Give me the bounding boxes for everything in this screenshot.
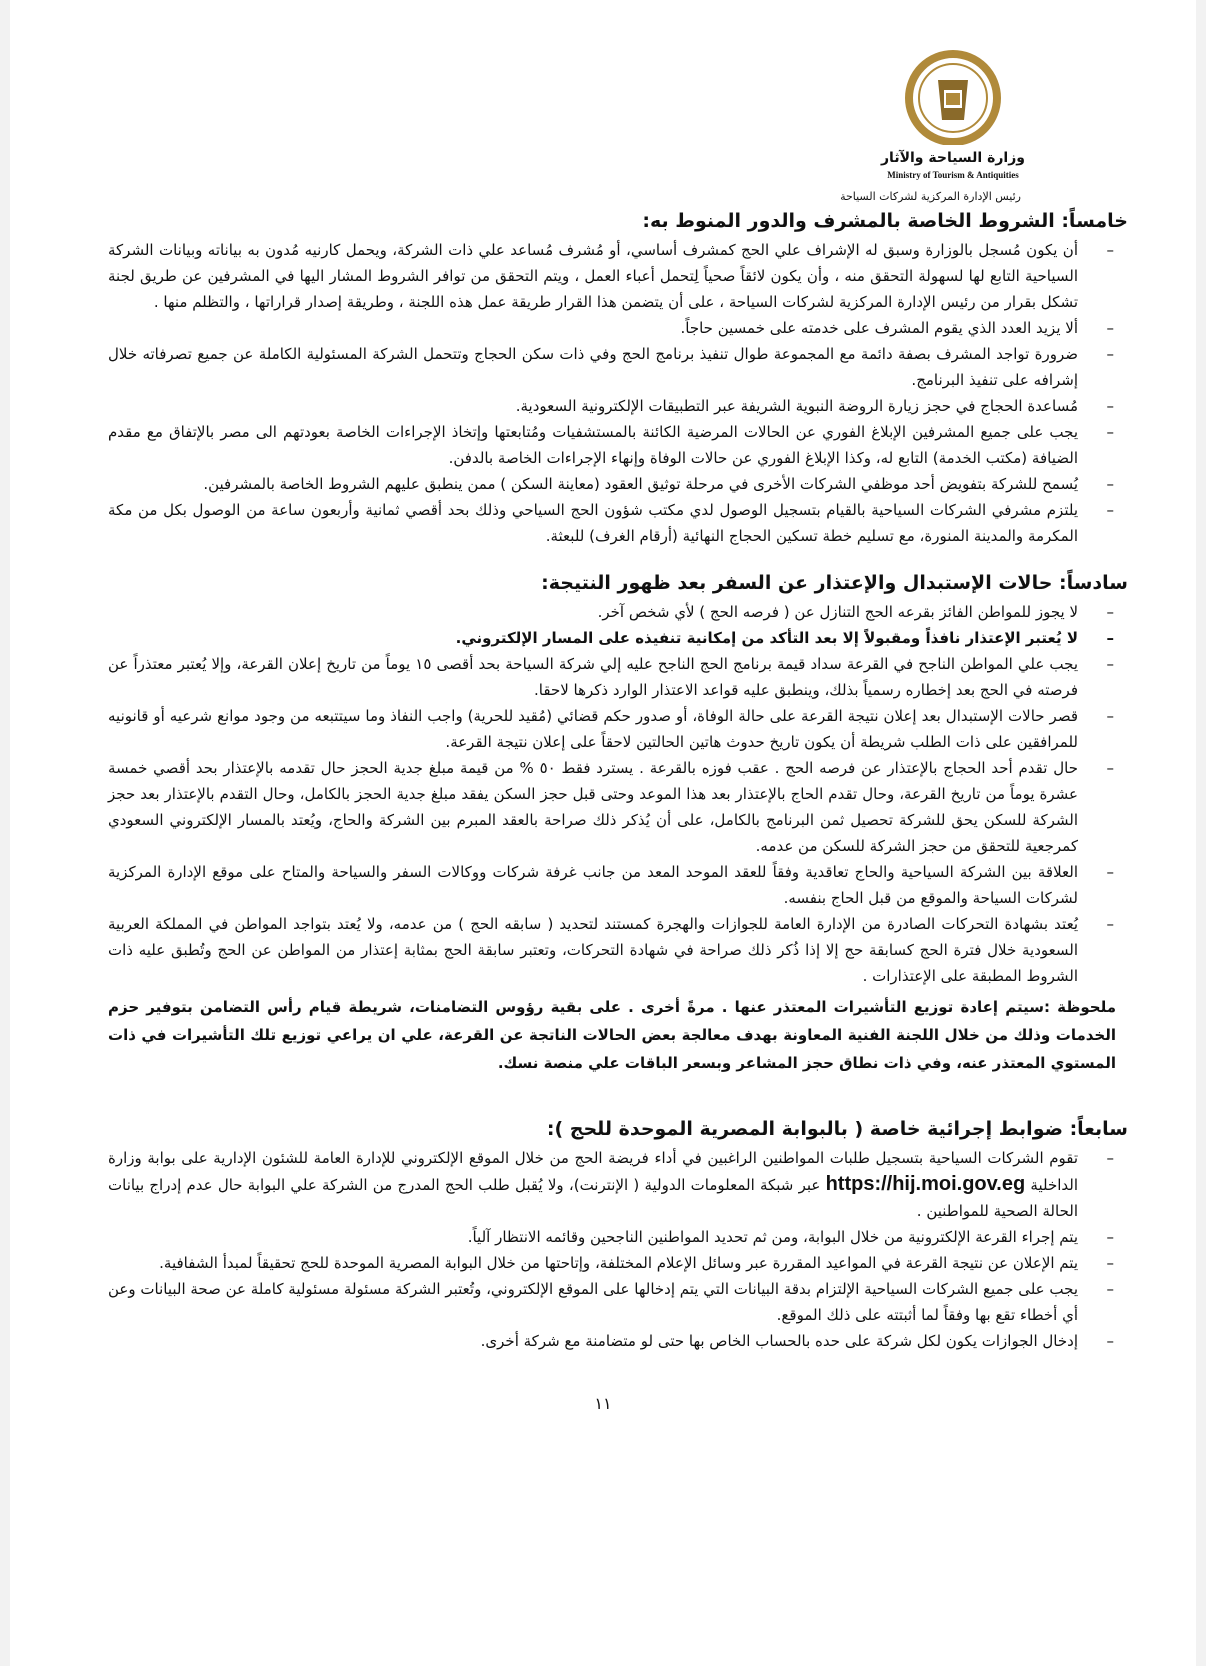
- list-item: – يُسمح للشركة بتفويض أحد موظفي الشركات الأخرى في مرحلة توثيق العقود (معاينة السكن ) ممن ينطبق عليهم الشروط الخاصة بالمشرفين.: [108, 471, 1116, 497]
- dash-icon: –: [1106, 1149, 1114, 1167]
- page-number: ١١: [594, 1394, 612, 1413]
- list-item: – لا يجوز للمواطن الفائز بقرعه الحج التنازل عن ( فرصه الحج ) لأي شخص آخر.: [108, 599, 1116, 625]
- section-5-list: [108, 237, 1116, 549]
- dash-icon: –: [1106, 1254, 1114, 1272]
- logo-arabic-text: وزارة السياحة والآثار: [881, 150, 1025, 166]
- dash-icon: –: [1106, 1332, 1114, 1350]
- note-paragraph: ملحوظة :سيتم إعادة توزيع التأشيرات المعتذر عنها . مرةً أخرى . على بقية رؤوس التضامنات، شريطة قيام رأس التضامن بتوفير حزم الخدمات وذلك من خلال اللجنة الفنية المعاونة بهدف معالجة بعض الحالات الناتجة عن القرعة، علي ان يراعي توزيع تلك التأشيرات في ذات المستوي المعتذر عنه، وفي ذات نطاق حجز المشاعر وبسعر الباقات علي منصة نسك.: [108, 998, 1116, 1072]
- list-item: – يتم الإعلان عن نتيجة القرعة في المواعيد المقررة عبر وسائل الإعلام المختلفة، وإتاحتها من خلال البوابة المصرية الموحدة للحج تحقيقاً لمبدأ الشفافية.: [108, 1250, 1116, 1276]
- list-item: – ألا يزيد العدد الذي يقوم المشرف على خدمته على خمسين حاجاً.: [108, 315, 1116, 341]
- dash-icon: –: [1106, 759, 1114, 777]
- list-item: – يجب على جميع الشركات السياحية الإلتزام بدقة البيانات التي يتم إدخالها على الموقع الإلكتروني، وتُعتبر الشركة مسئولة مسئولية كاملة عن صحة البيانات وعن أي أخطاء تقع بها وفقاً لما أثبتته على ذلك الموقع.: [108, 1276, 1116, 1328]
- list-item: – لا يُعتبر الإعتذار نافذاً ومقبولاً إلا بعد التأكد من إمكانية تنفيذه على المسار الإلكتروني.: [108, 625, 1116, 651]
- dash-icon: –: [1106, 1228, 1114, 1246]
- section-6: [108, 567, 1128, 1077]
- section-6-list: [108, 599, 1116, 989]
- list-item: – يجب علي المواطن الناجح في القرعة سداد قيمة برنامج الحج الناجح عليه إلي شركة السياحة بحد أقصى ١٥ يوماً من تاريخ إعلان القرعة، وإلا يُعتبر معتذراً عن فرصته في الحج بعد إخطاره رسمياً بذلك، وينطبق عليه قواعد الاعتذار الوارد ذكرها لاحقا.: [108, 651, 1116, 703]
- dash-icon: –: [1106, 397, 1114, 415]
- list-item: – حال تقدم أحد الحجاج بالإعتذار عن فرصه الحج . عقب فوزه بالقرعة . يسترد فقط ٥٠ % من قيمة مبلغ جدية الحجز حال تقدمه بالإعتذار بحد أقصي خمسة عشرة يوماً من تاريخ القرعة، وحال تقدم الحاج بالإعتذار بعد هذا الموعد وحتى قبل حجز السكن يفقد مبلغ جدية الحجز بالكامل، وحال التقدم بالإعتذار بعد حجز الشركة للسكن يحق للشركة تحصيل ثمن البرنامج بالكامل، على أن يُذكر ذلك صراحة بالعقد المبرم بين الشركة والحاج، ويُعتد بالمسار الإلكتروني السعودي كمرجعية للتحقق من حجز الشركة للسكن من عدمه.: [108, 755, 1116, 859]
- dash-icon: –: [1106, 707, 1114, 725]
- portal-link[interactable]: https://hij.moi.gov.eg: [825, 1173, 1026, 1195]
- section-7-list: [108, 1145, 1116, 1354]
- dash-icon: –: [1106, 655, 1114, 673]
- dash-icon: –: [1106, 501, 1114, 519]
- section-7: [108, 1113, 1128, 1354]
- dash-icon: –: [1106, 603, 1114, 621]
- list-item: – تقوم الشركات السياحية بتسجيل طلبات المواطنين الراغبين في أداء فريضة الحج من خلال الموقع الإلكتروني للإدارة العامة للشئون الإدارية على بوابة وزارة الداخلية https://hij.moi.gov.eg عبر شبكة المعلومات الدولية ( الإنترنت)، ولا يُقبل طلب الحج المدرج من الشركة علي البوابة حال عدم إدراج بيانات الحالة الصحية للمواطنين .: [108, 1145, 1116, 1224]
- list-item: – يجب على جميع المشرفين الإبلاغ الفوري عن الحالات المرضية الكائنة بالمستشفيات ومُتابعتها وإتخاذ الإجراءات الخاصة بعودتهم الى مصر بالإتفاق مع مقدم الضيافة (مكتب الخدمة) التابع له، وكذا الإبلاغ الفوري عن حالات الوفاة وإنهاء الإجراءات الخاصة بالدفن.: [108, 419, 1116, 471]
- dash-icon: –: [1106, 423, 1114, 441]
- dash-icon: –: [1106, 629, 1114, 647]
- list-item: – أن يكون مُسجل بالوزارة وسبق له الإشراف علي الحج كمشرف أساسي، أو مُشرف مُساعد علي ذات الشركة، ويحمل كارنيه مُدون به بياناته وبيانات الشركة السياحية التابع لها لسهولة التحقق منه ، وأن يكون لائقاً صحياً لِتحمل أعباء العمل ، ويتم التحقق من توافر الشروط المشار اليها في المشرفين عن طريق لجنة تشكل بقرار من رئيس الإدارة المركزية لشركات السياحة ، على أن يتضمن هذا القرار طريقة عمل هذه اللجنة ، وطريقة إصدار قراراتها ، والتظلم منها .: [108, 237, 1116, 315]
- list-item: – يُعتد بشهادة التحركات الصادرة من الإدارة العامة للجوازات والهجرة كمستند لتحديد ( سابقه الحج ) من عدمه، ولا يُعتد بتواجد المواطن في المملكة العربية السعودية خلال فترة الحج كسابقة حج إلا إذا ذُكر ذلك صراحة في شهادة التحركات، وتعتبر سابقة الحج بمثابة إعتذار من المواطن عن الحج وتُطبق عليه ذات الشروط المطبقة على الإعتذارات .: [108, 911, 1116, 989]
- list-item: – إدخال الجوازات يكون لكل شركة على حده بالحساب الخاص بها حتى لو متضامنة مع شركة أخرى.: [108, 1328, 1116, 1354]
- dash-icon: –: [1106, 475, 1114, 493]
- dash-icon: –: [1106, 241, 1114, 259]
- dash-icon: –: [1106, 863, 1114, 881]
- list-item: – مُساعدة الحجاج في حجز زيارة الروضة النبوية الشريفة عبر التطبيقات الإلكترونية السعودية.: [108, 393, 1116, 419]
- list-item: – ضرورة تواجد المشرف بصفة دائمة مع المجموعة طوال تنفيذ برنامج الحج وفي ذات سكن الحجاج وتتحمل الشركة المسئولية الكاملة عن جميع تصرفاته خلال إشرافه على تنفيذ البرنامج.: [108, 341, 1116, 393]
- list-item: – يلتزم مشرفي الشركات السياحية بالقيام بتسجيل الوصول لدي مكتب شؤون الحج السياحي وذلك بحد أقصي ثمانية وأربعون ساعة من الوصول بكل من مكة المكرمة والمدينة المنورة، مع تسليم خطة تسكين الحجاج النهائية (أرقام الغرف) للبعثة.: [108, 497, 1116, 549]
- ministry-emblem-icon: [898, 50, 1008, 145]
- section-6-title: سادساً: حالات الإستبدال والإعتذار عن السفر بعد ظهور النتيجة:: [541, 572, 1128, 594]
- dash-icon: –: [1106, 319, 1114, 337]
- list-item: – العلاقة بين الشركة السياحية والحاج تعاقدية وفقاً للعقد الموحد المعد من جانب غرفة شركات ووكالات السفر والسياحة والمتاح على موقع الإدارة المركزية لشركات السياحة والموقع من قبل الحاج بنفسه.: [108, 859, 1116, 911]
- dash-icon: –: [1106, 345, 1114, 363]
- section-5-title: خامساً: الشروط الخاصة بالمشرف والدور المنوط به:: [642, 210, 1128, 232]
- dash-icon: –: [1106, 915, 1114, 933]
- document-page: [10, 0, 1196, 1666]
- section-7-title: سابعاً: ضوابط إجرائية خاصة ( بالبوابة المصرية الموحدة للحج ):: [546, 1118, 1128, 1140]
- logo-english-text: Ministry of Tourism & Antiquities: [887, 170, 1019, 180]
- ministry-logo: [878, 50, 1028, 181]
- list-item: – يتم إجراء القرعة الإلكترونية من خلال البوابة، ومن ثم تحديد المواطنين الناجحين وقائمه الانتظار آلياً.: [108, 1224, 1116, 1250]
- header-caption: رئيس الإدارة المركزية لشركات السياحة: [840, 190, 1021, 203]
- section-5: [108, 205, 1128, 549]
- dash-icon: –: [1106, 1280, 1114, 1298]
- list-item: – قصر حالات الإستبدال بعد إعلان نتيجة القرعة على حالة الوفاة، أو صدور حكم قضائي (مُقيد للحرية) واجب النفاذ وما سيتتبعه من وجود موانع شرعيه أو قانونيه للمرافقين على ذات الطلب شريطة أن يكون تاريخ حدوث هاتين الحالتين لاحقاً على إعلان نتيجة القرعة.: [108, 703, 1116, 755]
